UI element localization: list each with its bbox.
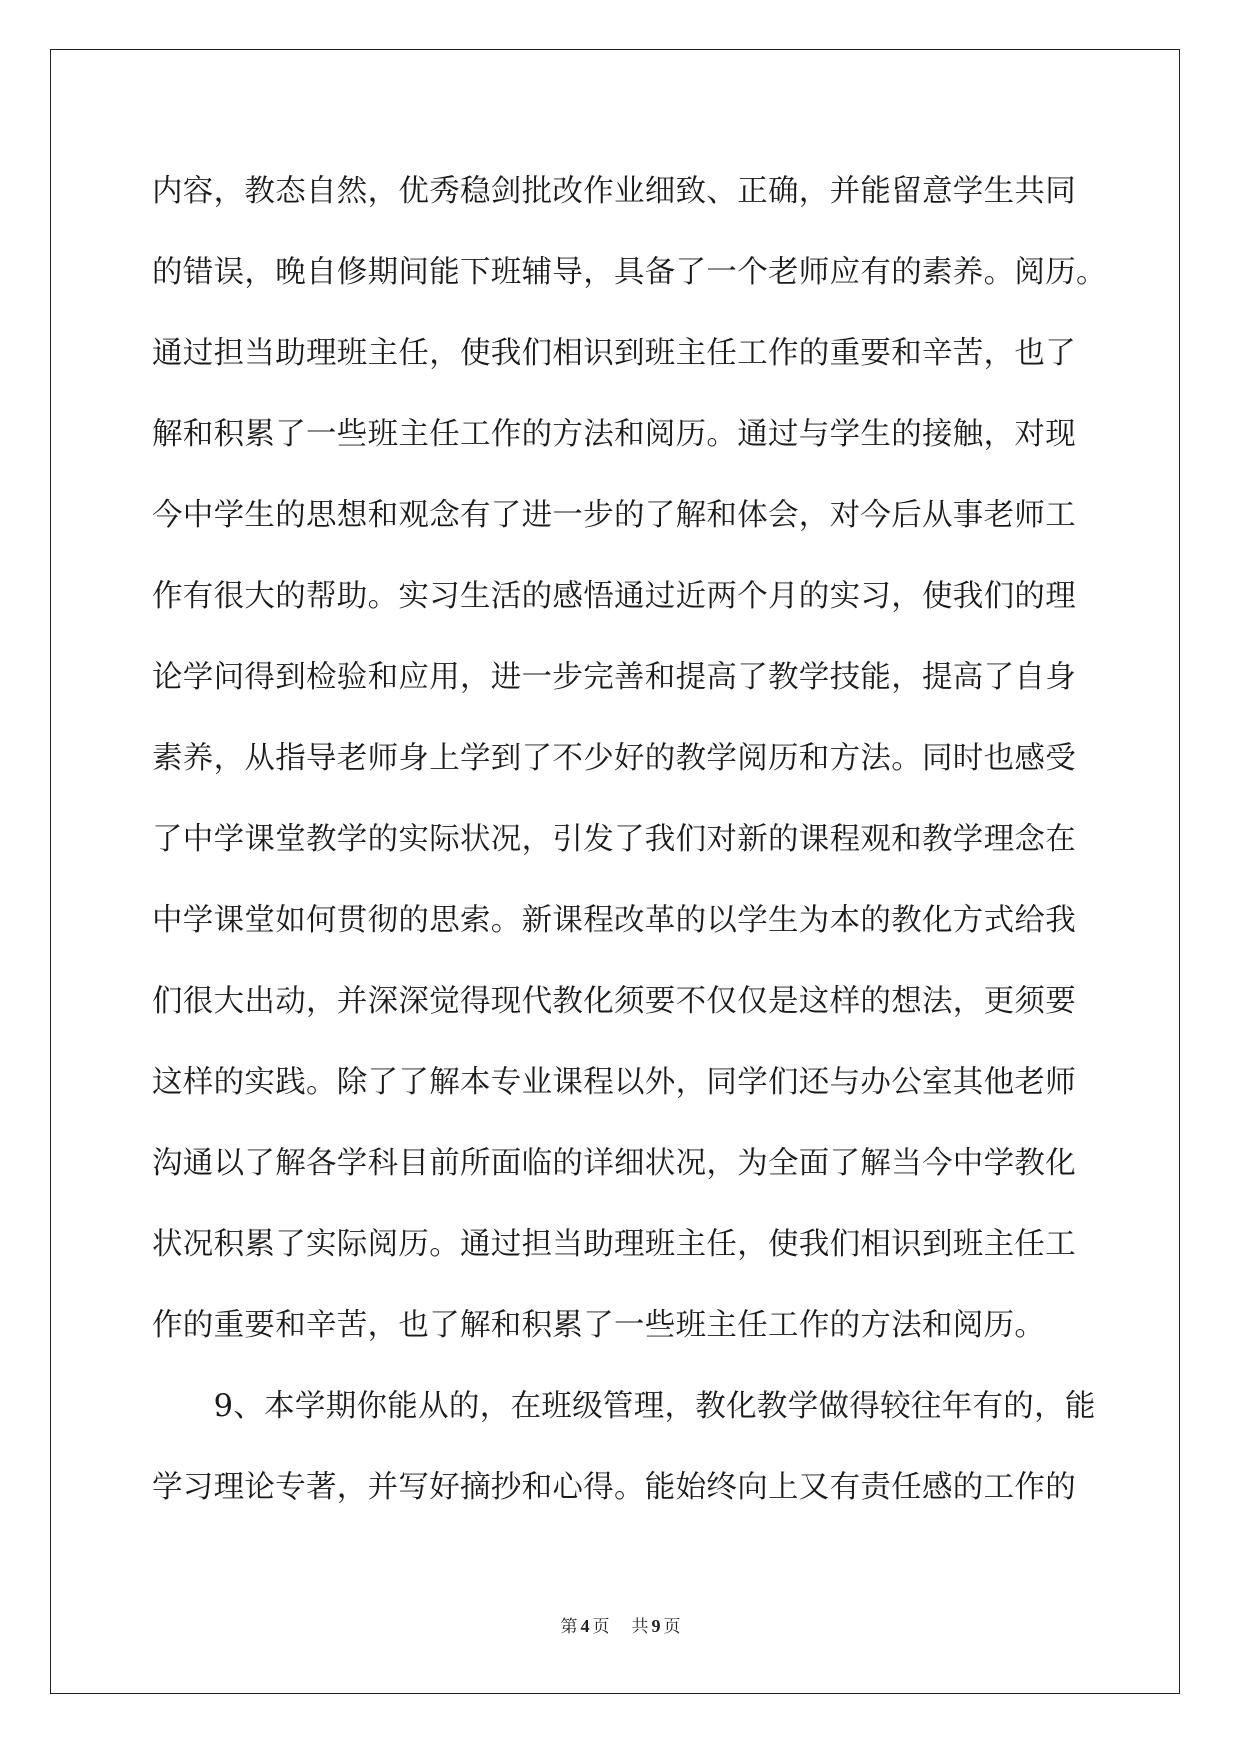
- current-page-number: 4: [580, 1616, 590, 1636]
- text-line: 素养，从指导老师身上学到了不少好的教学阅历和方法。同时也感受: [152, 741, 1076, 776]
- document-body: [152, 160, 1107, 1537]
- footer-page-prefix: 第: [560, 1617, 578, 1637]
- text-line: 解和积累了一些班主任工作的方法和阅历。通过与学生的接触，对现: [152, 417, 1076, 452]
- text-line: 这样的实践。除了了解本专业课程以外，同学们还与办公室其他老师: [152, 1065, 1076, 1100]
- footer-total-prefix: 共: [631, 1617, 649, 1637]
- page-footer: [0, 1612, 1241, 1637]
- text-line: 沟通以了解各学科目前所面临的详细状况，为全面了解当今中学教化: [152, 1146, 1076, 1181]
- paragraph-start-line: 9、本学期你能从的，在班级管理，教化教学做得较往年有的，能: [152, 1389, 1096, 1424]
- total-page-count: 9: [651, 1616, 661, 1636]
- text-line: 内容，教态自然，优秀稳剑批改作业细致、正确，并能留意学生共同: [152, 174, 1076, 209]
- text-line: 论学问得到检验和应用，进一步完善和提高了教学技能，提高了自身: [152, 660, 1076, 695]
- footer-page-suffix: 页: [592, 1617, 610, 1637]
- text-line: 今中学生的思想和观念有了进一步的了解和体会，对今后从事老师工: [152, 498, 1076, 533]
- footer-total-suffix: 页: [663, 1617, 681, 1637]
- text-line: 中学课堂如何贯彻的思索。新课程改革的以学生为本的教化方式给我: [152, 903, 1076, 938]
- text-line: 了中学课堂教学的实际状况，引发了我们对新的课程观和教学理念在: [152, 822, 1076, 857]
- text-line: 状况积累了实际阅历。通过担当助理班主任，使我们相识到班主任工: [152, 1227, 1076, 1262]
- text-line: 作有很大的帮助。实习生活的感悟通过近两个月的实习，使我们的理: [152, 579, 1076, 614]
- text-line: 学习理论专著，并写好摘抄和心得。能始终向上又有责任感的工作的: [152, 1470, 1076, 1505]
- text-line: 的错误，晚自修期间能下班辅导，具备了一个老师应有的素养。阅历。: [152, 255, 1107, 290]
- text-line: 作的重要和辛苦，也了解和积累了一些班主任工作的方法和阅历。: [152, 1308, 1046, 1343]
- text-line: 们很大出动，并深深觉得现代教化须要不仅仅是这样的想法，更须要: [152, 984, 1076, 1019]
- text-line: 通过担当助理班主任，使我们相识到班主任工作的重要和辛苦，也了: [152, 336, 1076, 371]
